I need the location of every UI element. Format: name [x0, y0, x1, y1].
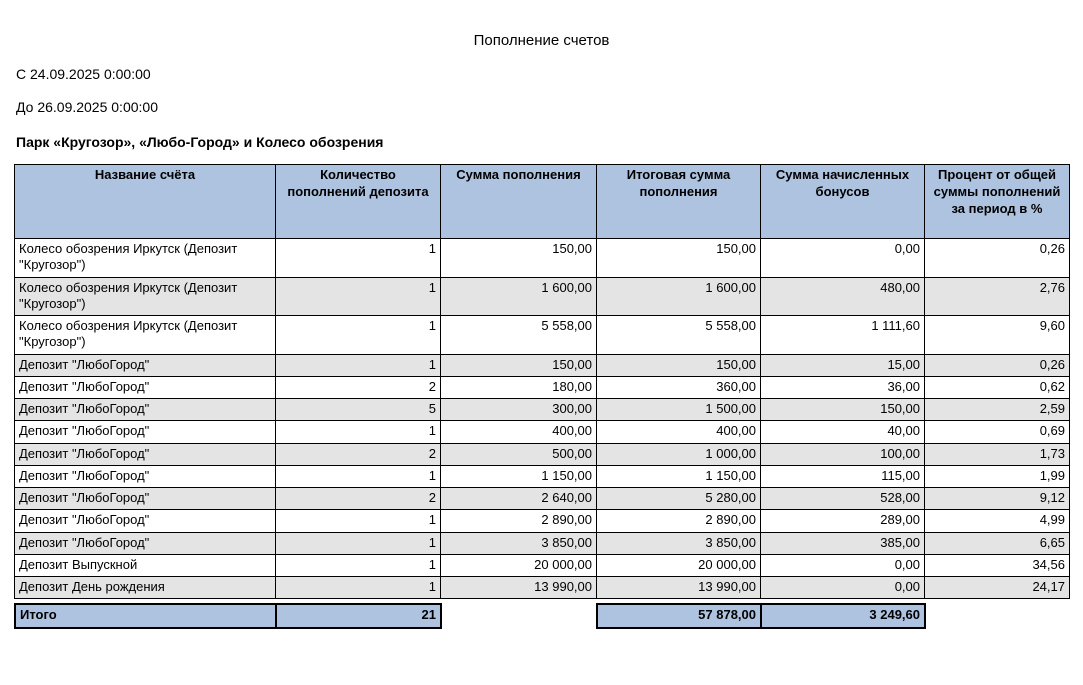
deposit-count-cell: 1 — [276, 316, 441, 355]
percent-cell: 6,65 — [925, 532, 1070, 554]
account-name-cell: Депозит "ЛюбоГород" — [15, 510, 276, 532]
table-row — [15, 577, 1070, 599]
table-row — [15, 443, 1070, 465]
percent-cell: 4,99 — [925, 510, 1070, 532]
total-amount-cell: 13 990,00 — [597, 577, 761, 599]
percent-cell: 0,26 — [925, 239, 1070, 278]
account-name-cell: Колесо обозрения Иркутск (Депозит "Кругозор") — [15, 239, 276, 278]
replenish-amount-cell: 2 640,00 — [441, 488, 597, 510]
table-row — [15, 316, 1070, 355]
bonus-amount-cell: 115,00 — [761, 465, 925, 487]
bonus-amount-cell: 1 111,60 — [761, 316, 925, 355]
totals-count: 21 — [276, 604, 441, 628]
deposit-count-cell: 1 — [276, 510, 441, 532]
deposit-count-cell: 1 — [276, 277, 441, 316]
bonus-amount-cell: 385,00 — [761, 532, 925, 554]
table-row — [15, 510, 1070, 532]
col-header-bonus-amount: Сумма начисленных бонусов — [761, 165, 925, 239]
percent-cell: 2,59 — [925, 399, 1070, 421]
replenish-amount-cell: 300,00 — [441, 399, 597, 421]
report-title: Пополнение счетов — [473, 32, 610, 49]
table-row — [15, 399, 1070, 421]
replenish-amount-cell: 150,00 — [441, 239, 597, 278]
replenish-amount-cell: 2 890,00 — [441, 510, 597, 532]
bonus-amount-cell: 0,00 — [761, 577, 925, 599]
bonus-amount-cell: 150,00 — [761, 399, 925, 421]
totals-table — [14, 603, 1070, 629]
bonus-amount-cell: 528,00 — [761, 488, 925, 510]
replenish-amount-cell: 5 558,00 — [441, 316, 597, 355]
bonus-amount-cell: 15,00 — [761, 354, 925, 376]
report-page — [0, 32, 1083, 629]
account-name-cell: Депозит "ЛюбоГород" — [15, 376, 276, 398]
deposit-count-cell: 5 — [276, 399, 441, 421]
account-name-cell: Депозит "ЛюбоГород" — [15, 399, 276, 421]
account-name-cell: Колесо обозрения Иркутск (Депозит "Кругозор") — [15, 277, 276, 316]
col-header-account-name: Название счёта — [15, 165, 276, 239]
bonus-amount-cell: 0,00 — [761, 554, 925, 576]
table-row — [15, 421, 1070, 443]
total-amount-cell: 1 500,00 — [597, 399, 761, 421]
replenishment-table — [14, 164, 1070, 599]
col-header-deposit-count: Количество пополнений депозита — [276, 165, 441, 239]
total-amount-cell: 1 150,00 — [597, 465, 761, 487]
table-row — [15, 488, 1070, 510]
percent-cell: 24,17 — [925, 577, 1070, 599]
deposit-count-cell: 2 — [276, 376, 441, 398]
table-row — [15, 239, 1070, 278]
total-amount-cell: 150,00 — [597, 239, 761, 278]
totals-empty-amount-cell — [441, 604, 597, 628]
col-header-percent: Процент от общей суммы пополнений за период в % — [925, 165, 1070, 239]
replenish-amount-cell: 150,00 — [441, 354, 597, 376]
replenish-amount-cell: 400,00 — [441, 421, 597, 443]
table-row — [15, 532, 1070, 554]
totals-total-sum: 57 878,00 — [597, 604, 761, 628]
table-row — [15, 354, 1070, 376]
total-amount-cell: 360,00 — [597, 376, 761, 398]
deposit-count-cell: 2 — [276, 443, 441, 465]
organization-name: Парк «Кругозор», «Любо-Город» и Колесо обозрения — [16, 134, 384, 150]
table-row — [15, 465, 1070, 487]
bonus-amount-cell: 36,00 — [761, 376, 925, 398]
bonus-amount-cell: 100,00 — [761, 443, 925, 465]
deposit-count-cell: 1 — [276, 239, 441, 278]
total-amount-cell: 20 000,00 — [597, 554, 761, 576]
replenish-amount-cell: 20 000,00 — [441, 554, 597, 576]
replenish-amount-cell: 180,00 — [441, 376, 597, 398]
account-name-cell: Депозит "ЛюбоГород" — [15, 488, 276, 510]
percent-cell: 2,76 — [925, 277, 1070, 316]
col-header-total-amount: Итоговая сумма пополнения — [597, 165, 761, 239]
totals-label: Итого — [15, 604, 276, 628]
deposit-count-cell: 1 — [276, 465, 441, 487]
account-name-cell: Депозит "ЛюбоГород" — [15, 421, 276, 443]
percent-cell: 9,12 — [925, 488, 1070, 510]
percent-cell: 1,99 — [925, 465, 1070, 487]
col-header-replenish-amount: Сумма пополнения — [441, 165, 597, 239]
total-amount-cell: 2 890,00 — [597, 510, 761, 532]
account-name-cell: Депозит "ЛюбоГород" — [15, 532, 276, 554]
deposit-count-cell: 1 — [276, 554, 441, 576]
totals-row — [15, 604, 1070, 628]
table-row — [15, 277, 1070, 316]
deposit-count-cell: 2 — [276, 488, 441, 510]
deposit-count-cell: 1 — [276, 577, 441, 599]
table-row — [15, 376, 1070, 398]
table-header-row — [15, 165, 1070, 239]
replenish-amount-cell: 3 850,00 — [441, 532, 597, 554]
bonus-amount-cell: 40,00 — [761, 421, 925, 443]
percent-cell: 1,73 — [925, 443, 1070, 465]
total-amount-cell: 5 558,00 — [597, 316, 761, 355]
total-amount-cell: 1 600,00 — [597, 277, 761, 316]
percent-cell: 0,69 — [925, 421, 1070, 443]
replenish-amount-cell: 13 990,00 — [441, 577, 597, 599]
account-name-cell: Колесо обозрения Иркутск (Депозит "Кругозор") — [15, 316, 276, 355]
account-name-cell: Депозит День рождения — [15, 577, 276, 599]
deposit-count-cell: 1 — [276, 354, 441, 376]
table-row — [15, 554, 1070, 576]
period-from: С 24.09.2025 0:00:00 — [16, 66, 151, 82]
total-amount-cell: 150,00 — [597, 354, 761, 376]
replenish-amount-cell: 1 600,00 — [441, 277, 597, 316]
account-name-cell: Депозит "ЛюбоГород" — [15, 465, 276, 487]
totals-empty-percent-cell — [925, 604, 1070, 628]
percent-cell: 9,60 — [925, 316, 1070, 355]
percent-cell: 34,56 — [925, 554, 1070, 576]
total-amount-cell: 400,00 — [597, 421, 761, 443]
bonus-amount-cell: 289,00 — [761, 510, 925, 532]
total-amount-cell: 5 280,00 — [597, 488, 761, 510]
totals-bonus-sum: 3 249,60 — [761, 604, 925, 628]
account-name-cell: Депозит Выпускной — [15, 554, 276, 576]
deposit-count-cell: 1 — [276, 532, 441, 554]
deposit-count-cell: 1 — [276, 421, 441, 443]
percent-cell: 0,26 — [925, 354, 1070, 376]
period-to: До 26.09.2025 0:00:00 — [16, 99, 158, 115]
total-amount-cell: 3 850,00 — [597, 532, 761, 554]
replenish-amount-cell: 500,00 — [441, 443, 597, 465]
account-name-cell: Депозит "ЛюбоГород" — [15, 443, 276, 465]
table-body — [15, 239, 1070, 599]
total-amount-cell: 1 000,00 — [597, 443, 761, 465]
account-name-cell: Депозит "ЛюбоГород" — [15, 354, 276, 376]
bonus-amount-cell: 480,00 — [761, 277, 925, 316]
percent-cell: 0,62 — [925, 376, 1070, 398]
bonus-amount-cell: 0,00 — [761, 239, 925, 278]
replenish-amount-cell: 1 150,00 — [441, 465, 597, 487]
